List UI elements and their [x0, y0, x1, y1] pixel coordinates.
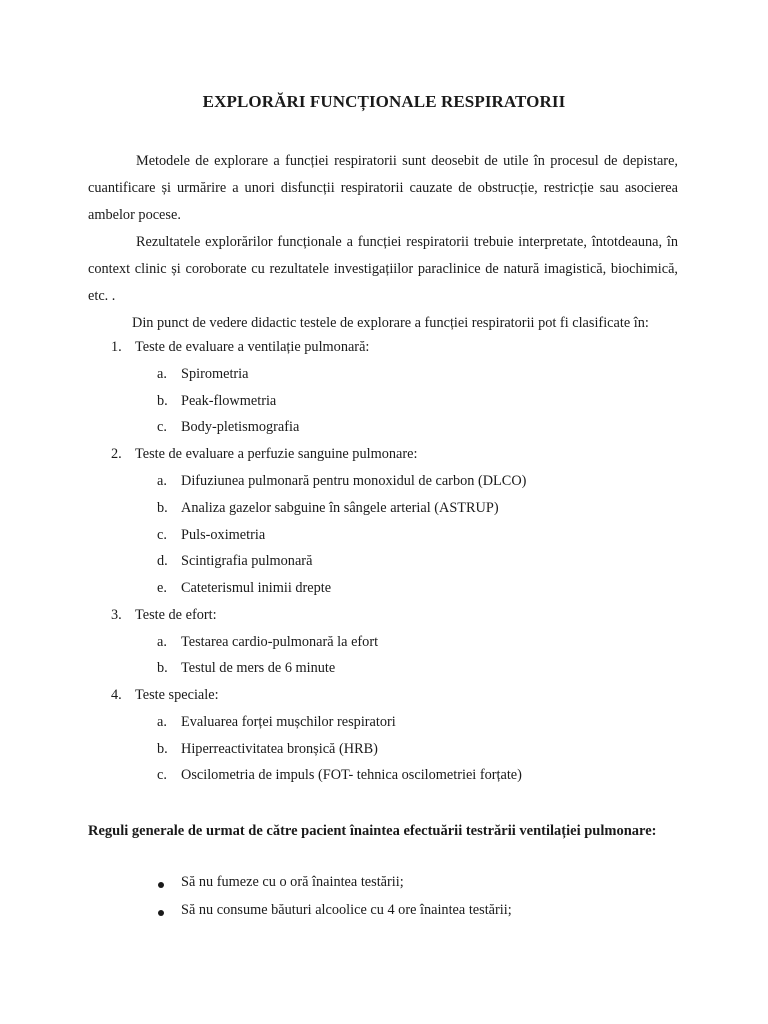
list-item: Spirometria	[181, 366, 249, 382]
sublist-letter: b.	[157, 660, 168, 676]
list-item: Evaluarea forței mușchilor respiratori	[181, 714, 396, 730]
list-item: Analiza gazelor sabguine în sângele arterial (ASTRUP)	[181, 500, 499, 516]
list-number: 1.	[111, 339, 122, 355]
sublist-letter: c.	[157, 419, 167, 435]
page-title: EXPLORĂRI FUNCȚIONALE RESPIRATORII	[202, 92, 566, 111]
sublist-letter: a.	[157, 634, 167, 650]
rule-item: Să nu consume băuturi alcoolice cu 4 ore înaintea testării;	[181, 902, 512, 918]
list-heading: Teste de evaluare a perfuzie sanguine pulmonare:	[135, 446, 418, 462]
sublist-letter: b.	[157, 500, 168, 516]
rule-item: Să nu fumeze cu o oră înaintea testării;	[181, 874, 404, 890]
list-heading: Teste de evaluare a ventilație pulmonară:	[135, 339, 370, 355]
bullet-dot-icon	[158, 882, 164, 888]
list-item: Testul de mers de 6 minute	[181, 660, 336, 676]
list-item: Scintigrafia pulmonară	[181, 553, 313, 569]
sublist-letter: a.	[157, 714, 167, 730]
bullet-dot-icon	[158, 910, 164, 916]
sublist-letter: c.	[157, 527, 167, 543]
list-item: Oscilometria de impuls (FOT- tehnica oscilometriei forțate)	[181, 767, 522, 783]
sublist-letter: a.	[157, 473, 167, 489]
list-item: Peak-flowmetria	[181, 393, 277, 409]
context-paragraph: Rezultatele explorărilor funcționale a funcției respiratorii trebuie interpretate, întotdeauna, în context clinic și coroborate cu rezultatele investigațiilor paraclinice de natură imagistică, biochimică, etc. .	[88, 234, 678, 304]
list-item: Puls-oximetria	[181, 527, 266, 543]
classification-paragraph: Din punct de vedere didactic testele de explorare a funcției respiratorii pot fi clasificate în:	[132, 315, 649, 331]
list-number: 2.	[111, 446, 122, 462]
list-item: Hiperreactivitatea bronșică (HRB)	[181, 741, 378, 757]
list-heading: Teste speciale:	[135, 687, 219, 703]
sublist-letter: b.	[157, 741, 168, 757]
rules-heading: Reguli generale de urmat de către pacient înaintea efectuării testrării ventilației pulmonare:	[88, 823, 657, 839]
list-item: Difuziunea pulmonară pentru monoxidul de carbon (DLCO)	[181, 473, 527, 489]
list-number: 3.	[111, 607, 122, 623]
sublist-letter: c.	[157, 767, 167, 783]
sublist-letter: a.	[157, 366, 167, 382]
intro-paragraph: Metodele de explorare a funcției respiratorii sunt deosebit de utile în procesul de depistare, cuantificare și urmărire a unori disfuncții respiratorii cauzate de obstrucție, restricție sau asocierea ambelor pocese.	[88, 153, 678, 223]
sublist-letter: d.	[157, 553, 168, 569]
list-number: 4.	[111, 687, 122, 703]
list-item: Body-pletismografia	[181, 419, 300, 435]
sublist-letter: e.	[157, 580, 167, 596]
list-heading: Teste de efort:	[135, 607, 217, 623]
list-item: Cateterismul inimii drepte	[181, 580, 332, 596]
list-item: Testarea cardio-pulmonară la efort	[181, 634, 379, 650]
sublist-letter: b.	[157, 393, 168, 409]
